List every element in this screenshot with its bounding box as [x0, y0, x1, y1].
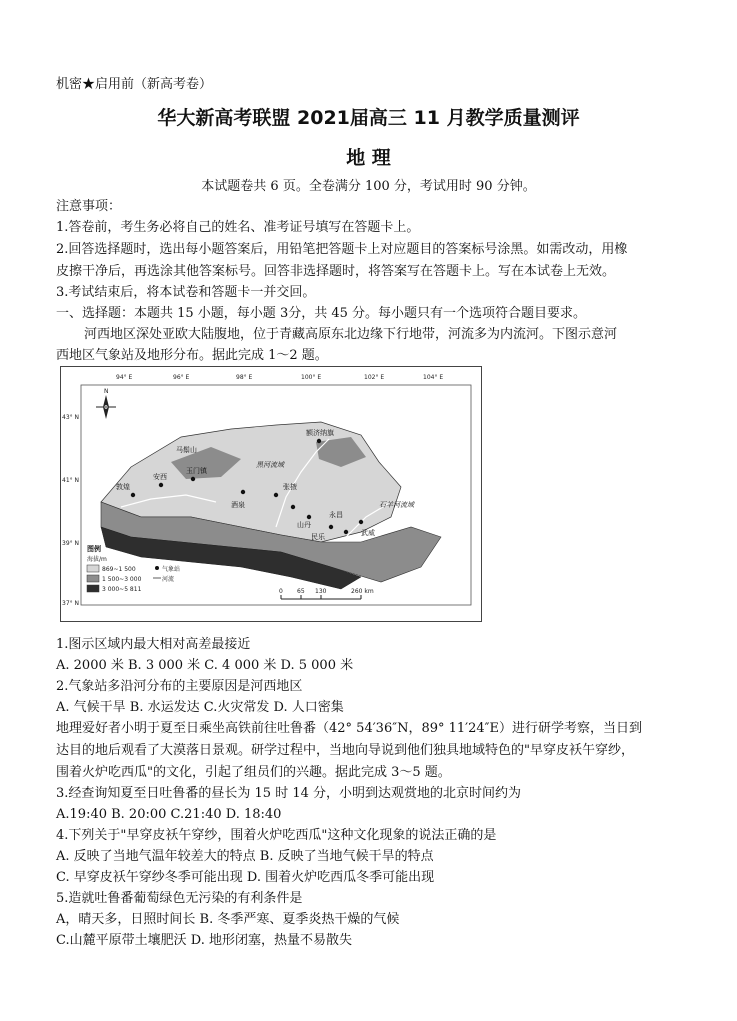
exam-title: 华大新高考联盟 2021届高三 11 月教学质量测评: [157, 107, 580, 129]
q4-options-cd: C. 早穿皮袄午穿纱冬季可能出现 D. 围着火炉吃西瓜冬季可能出现: [56, 870, 435, 885]
place-heihe-basin: 黑河流域: [256, 461, 284, 469]
passage2-line2: 达目的地后观看了大漠落日景观。研学过程中，当地向导说到他们独具地域特色的"早穿皮袄午穿纱，: [56, 743, 634, 758]
q4-stem: 4.下列关于"早穿皮袄午穿纱，围着火炉吃西瓜"这种文化现象的说法正确的是: [56, 828, 497, 843]
q5-stem: 5.造就吐鲁番葡萄绿色无污染的有利条件是: [56, 891, 303, 906]
legend-unit: 海拔/m: [87, 556, 107, 563]
tick-98e: 98° E: [236, 374, 253, 381]
svg-text:N: N: [104, 388, 109, 395]
note-3: 3.考试结束后，将本试卷和答题卡一并交回。: [56, 285, 316, 300]
place-shandan: 山丹: [297, 521, 311, 529]
q1-options: A. 2000 米 B. 3 000 米 C. 4 000 米 D. 5 000 米: [56, 658, 354, 673]
q2-stem: 2.气象站多沿河分布的主要原因是河西地区: [56, 679, 303, 694]
place-jiuquan: 酒泉: [231, 501, 245, 509]
map-svg: [61, 367, 481, 621]
place-mazongshan: 马鬃山: [176, 446, 197, 454]
legend-mid: 1 500~3 000: [102, 576, 142, 583]
legend-title: 图例: [87, 545, 101, 553]
svg-text:260 km: 260 km: [351, 588, 374, 595]
exam-info: 本试题卷共 6 页。全卷满分 100 分，考试用时 90 分钟。: [201, 179, 536, 194]
tick-102e: 102° E: [364, 374, 385, 381]
note-2-cont: 皮擦干净后，再选涂其他答案标号。回答非选择题时，将答案写在答题卡上。写在本试卷上无效。: [56, 264, 616, 279]
tick-104e: 104° E: [423, 374, 444, 381]
note-2: 2.回答选择题时，选出每小题答案后，用铅笔把答题卡上对应题目的答案标号涂黑。如需改动，用橡: [56, 242, 628, 257]
q3-options: A.19:40 B. 20:00 C.21:40 D. 18:40: [56, 807, 282, 822]
note-1: 1.答卷前，考生务必将自己的姓名、准考证号填写在答题卡上。: [56, 220, 420, 235]
secret-label: 机密★启用前（新高考卷）: [56, 77, 213, 92]
legend-river: 河流: [162, 576, 175, 583]
svg-text:65: 65: [297, 588, 305, 595]
q3-stem: 3.经查询知夏至日吐鲁番的昼长为 15 时 14 分，小明到达观赏地的北京时间约为: [56, 786, 522, 801]
subject-title: 地 理: [346, 147, 391, 169]
passage2-line1: 地理爱好者小明于夏至日乘坐高铁前往吐鲁番（42° 54′36″N，89° 11′24″E）进行研学考察，当日到: [56, 721, 642, 736]
place-yumen: 玉门镇: [186, 467, 207, 475]
q5-options-ab: A，晴天多，日照时间长 B. 冬季严寒、夏季炎热干燥的气候: [56, 912, 400, 927]
passage1-line2: 西地区气象站及地形分布。据此完成 1～2 题。: [56, 348, 328, 363]
tick-96e: 96° E: [173, 374, 190, 381]
section-heading: 一、选择题：本题共 15 小题，每小题 3分，共 45 分。每小题只有一个选项符合题目要求。: [56, 306, 587, 321]
place-ejina: 额济纳旗: [306, 429, 334, 437]
q4-options-ab: A. 反映了当地气温年较差大的特点 B. 反映了当地气候干旱的特点: [56, 849, 434, 864]
legend-high: 3 000~5 811: [102, 586, 142, 593]
svg-text:130: 130: [315, 588, 327, 595]
tick-100e: 100° E: [301, 374, 322, 381]
place-wuwei: 武威: [361, 529, 375, 537]
place-dunhuang: 敦煌: [116, 483, 130, 491]
place-zhangye: 张掖: [283, 483, 297, 491]
place-minle: 民乐: [311, 533, 325, 541]
legend-low: 869~1 500: [102, 566, 136, 573]
tick-43n: 43° N: [62, 414, 80, 421]
tick-37n: 37° N: [62, 600, 80, 607]
passage1-line1: 河西地区深处亚欧大陆腹地，位于青藏高原东北边缘下行地带，河流多为内流河。下图示意河: [84, 327, 618, 342]
svg-text:0: 0: [279, 588, 283, 595]
q5-options-cd: C.山麓平原带土壤肥沃 D. 地形闭塞，热量不易散失: [56, 933, 352, 948]
notes-heading: 注意事项：: [56, 199, 122, 214]
place-yongchang: 永昌: [329, 511, 343, 519]
place-anxi: 安西: [153, 473, 167, 481]
hexi-map: [60, 366, 482, 622]
passage2-line3: 围着火炉吃西瓜"的文化，引起了组员们的兴趣。据此完成 3～5 题。: [56, 765, 451, 780]
q2-options: A. 气候干旱 B. 水运发达 C.火灾常发 D. 人口密集: [56, 700, 344, 715]
q1-stem: 1.图示区域内最大相对高差最接近: [56, 637, 251, 652]
tick-41n: 41° N: [62, 477, 80, 484]
tick-39n: 39° N: [62, 540, 80, 547]
tick-94e: 94° E: [116, 374, 133, 381]
legend-station: 气象站: [162, 566, 181, 573]
place-shiyang-basin: 石羊河流域: [379, 501, 414, 509]
